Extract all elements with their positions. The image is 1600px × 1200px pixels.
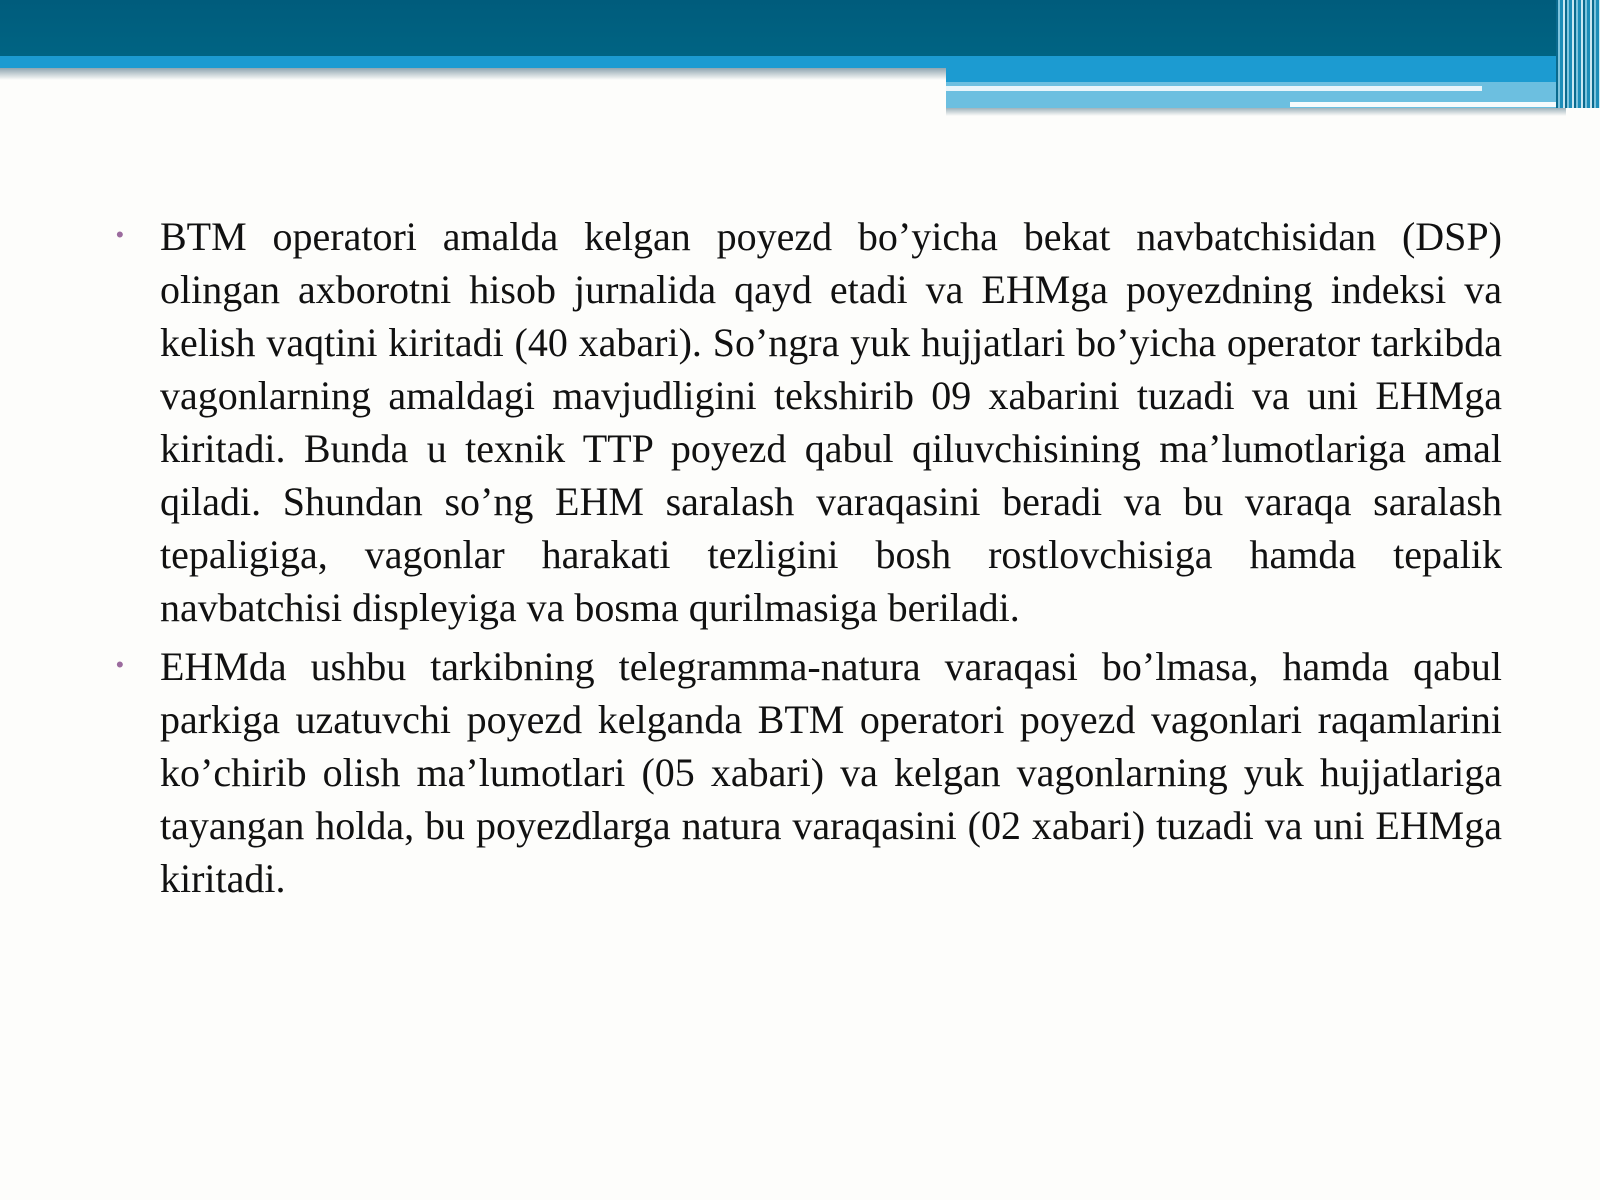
header-right-line-lower	[1290, 102, 1566, 107]
list-item	[110, 210, 1502, 634]
bullet-list	[110, 210, 1502, 911]
header-band-dark	[0, 0, 1600, 56]
header-band-light	[0, 56, 1600, 68]
header-band-shadow	[0, 68, 946, 80]
bullet-text: BTM operatori amalda kelgan poyezd bo’yicha bekat navbatchisidan (DSP) olingan axborotni hisob jurnalida qayd etadi va EHMga poyezdning indeksi va kelish vaqtini kiritadi (40 xabari). So’ngra yuk hujjatlari bo’yicha operator tarkibda vagonlarning amaldagi mavjudligini tekshirib 09 xabarini tuzadi va uni EHMga kiritadi. Bunda u texnik TTP poyezd qabul qiluvchisining ma’lumotlariga amal qiladi. Shundan so’ng EHM saralash varaqasini beradi va bu varaqa saralash tepaligiga, vagonlar harakati tezligini bosh rostlovchisiga hamda tepalik navbatchisi displeyiga va bosma qurilmasiga beriladi.	[160, 214, 1502, 630]
header-right-shadow	[946, 108, 1566, 116]
header-stripes	[1556, 0, 1600, 108]
list-item	[110, 640, 1502, 905]
bullet-dot-icon: •	[116, 222, 124, 247]
header-right-line-upper	[946, 86, 1482, 91]
header-right-band	[946, 68, 1566, 82]
bullet-dot-icon: •	[116, 652, 124, 677]
bullet-text: EHMda ushbu tarkibning telegramma-natura varaqasi bo’lmasa, hamda qabul parkiga uzatuvchi poyezd kelganda BTM operatori poyezd vagonlari raqamlarini ko’chirib olish ma’lumotlari (05 xabari) va kelgan vagonlarning yuk hujjatlariga tayangan holda, bu poyezdlarga natura varaqasini (02 xabari) tuzadi va uni EHMga kiritadi.	[160, 644, 1502, 901]
